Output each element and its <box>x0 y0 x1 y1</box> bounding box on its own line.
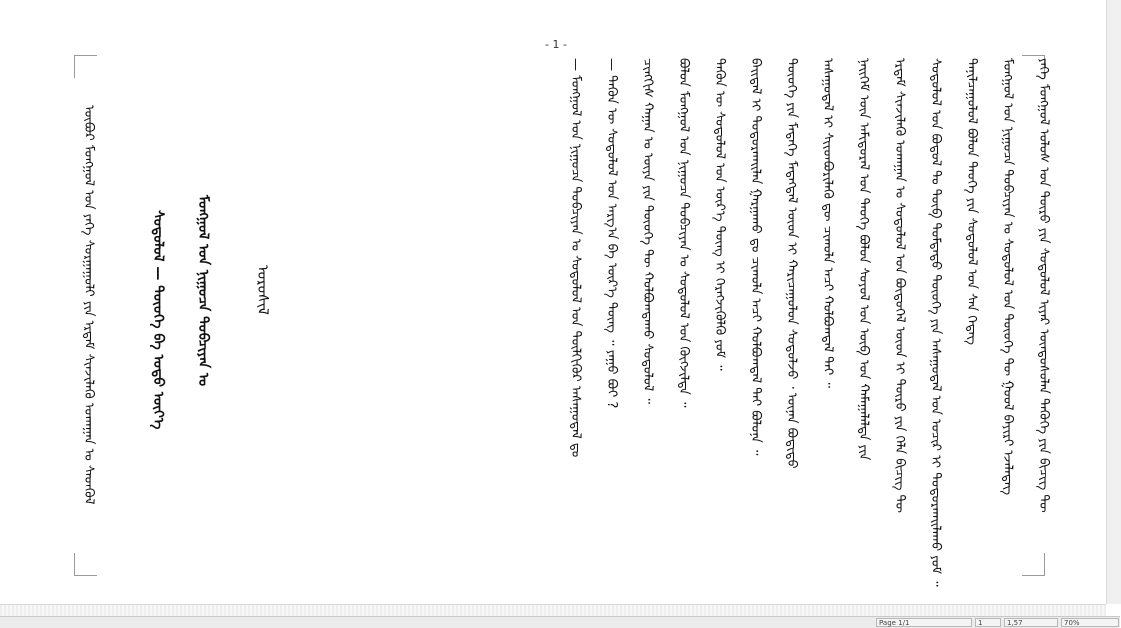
title-line-2: ᠰᠤᠳᠤᠯᠤᠯ — ᠲᠦᠦᠬᠡ ᠪᠠ ᠣᠳᠣ ᠦᠶ᠎ᠡ <box>150 210 166 430</box>
page-number: - 1 - <box>545 38 567 51</box>
text-column-5: ᠡᠷᠳᠡᠮ ᠰᠢᠨᠵᠢᠯᠡᠬᠦ ᠤᠬᠠᠭᠠᠨ ᠤ ᠰᠤᠳᠤᠯᠤᠯ ᠤᠨ ᠪᠦᠲᠦᠭᠡᠯ ᠦᠳ ᠢ ᠲᠥᠷᠦ ᠶᠢᠨ ᠬᠡᠯᠡ ᠪᠢᠴᠢᠭ ᠲᠦ <box>892 58 907 513</box>
text-column-8: ᠲᠦᠦᠬᠡ ᠶᠢᠨ ᠮᠡᠳᠡᠭᠡ ᠮᠡᠳᠡᠭᠳᠡᠯ ᠦᠳ ᠢ ᠬᠠᠷᠢᠴᠠᠭᠤᠯᠤᠨ ᠰᠤᠳᠤᠯᠵᠤ ᠂ ᠦᠨᠡᠨ ᠪᠣᠳᠢᠲᠤ <box>784 58 799 469</box>
text-column-1: ᠶᠡᠬᠡ ᠮᠣᠩᠭᠣᠯ ᠤᠯᠤᠰ ᠤᠨ ᠲᠥᠷᠦ ᠶᠢᠨ ᠰᠤᠳᠤᠯᠤᠯ ᠢᠶᠠᠷ ᠦᠨᠳᠦᠰᠦᠯᠡᠨ ᠲᠡᠭᠦᠬᠡ ᠶᠢᠨ ᠪᠢᠴᠢᠭ ᠲᠦ <box>1036 58 1051 513</box>
margin-marker-top-left <box>74 55 97 78</box>
text-column-6: ᠨᠡᠢᠭᠡᠮ ᠦᠨ ᠠᠮᠢᠳᠤᠷᠠᠯ ᠤᠨ ᠲᠡᠦᠬᠡ ᠪᠣᠯᠤᠨ ᠰᠣᠶᠣᠯ ᠤᠨ ᠥᠪ ᠤᠨ ᠬᠠᠮᠠᠭᠠᠯᠠᠯᠲᠠ ᠶᠢᠨ <box>856 58 871 461</box>
status-section: 1 <box>975 618 1001 627</box>
text-column-4: ᠰᠤᠳᠤᠯᠤᠯ ᠤᠨ ᠪᠣᠳᠤᠯ ᠲᠤ ᠲᠥᠪ ᠳᠤᠮᠳᠠᠳᠤ ᠲᠦᠦᠬᠡ ᠶᠢᠨ ᠠᠰᠠᠭᠤᠳᠠᠯ ᠤᠨ ᠤᠴᠢᠷ ᠢ ᠲᠣᠳᠤᠷᠬᠠᠢᠯᠠᠬᠤ ᠶᠤᠮ ᠃ <box>928 58 943 587</box>
text-column-11: ᠪᠣᠯᠣᠨ ᠮᠣᠩᠭᠣᠯ ᠤᠨ ᠨᠢᠭᠤᠴᠠ ᠲᠣᠪᠴᠢᠶᠠᠨ ᠤ ᠰᠤᠳᠤᠯᠤᠯ ᠤᠨ ᠬᠥᠭᠵᠢᠯᠲᠡ ᠃ <box>676 58 691 408</box>
status-position: 1,57 <box>1004 618 1058 627</box>
text-column-7: ᠠᠰᠠᠭᠤᠳᠠᠯ ᠢ ᠰᠢᠢᠳᠪᠦᠷᠢᠯᠡᠬᠦ ᠳᠦ ᠴᠢᠬᠤᠯᠠ ᠠᠴᠢ ᠬᠣᠯᠪᠣᠭᠳᠠᠯ ᠲᠠᠢ ᠃ <box>820 58 835 388</box>
status-page-info: Page 1/1 <box>876 618 972 627</box>
text-column-12: ᠴᠢᠩᠭᠢᠰ ᠬᠠᠭᠠᠨ ᠤ ᠦᠶᠡ ᠶᠢᠨ ᠲᠦᠦᠬᠡ ᠲᠦ ᠬᠣᠯᠪᠣᠭᠳᠠᠬᠤ ᠰᠤᠳᠤᠯᠤᠯ ᠃ <box>640 58 655 404</box>
title-line-1: ᠮᠣᠩᠭᠣᠯ ᠤᠨ ᠨᠢᠭᠤᠴᠠ ᠲᠣᠪᠴᠢᠶᠠᠨ ᠤ <box>195 195 211 387</box>
text-column-3: ᠲᠠᠨᠢᠯᠴᠠᠭᠤᠯᠤᠯ ᠪᠣᠯᠤᠨ ᠲᠡᠦᠬᠡ ᠶᠢᠨ ᠰᠤᠳᠤᠯᠤᠯ ᠤᠨ ᠰᠠᠨ ᠭᠡᠳᠡᠭ <box>964 58 979 345</box>
text-column-2: ᠮᠣᠩᠭᠣᠯ ᠤᠨ ᠨᠢᠭᠤᠴᠠ ᠲᠣᠪᠴᠢᠶᠠᠨ ᠤ ᠰᠤᠳᠤᠯᠤᠯ ᠤᠨ ᠲᠦᠦᠬᠡ ᠲᠦ ᠭᠣᠣᠯ ᠪᠠᠶᠢᠷᠢ ᠡᠵᠡᠯᠡᠳᠡᠭ <box>1000 58 1015 496</box>
vertical-scrollbar[interactable] <box>1106 0 1121 604</box>
status-zoom[interactable]: 70% <box>1061 618 1119 627</box>
text-column-13: — ᠲᠡᠭᠦᠨ ᠦ ᠰᠤᠳᠤᠯᠤᠯ ᠤᠨ ᠠᠷᠭ᠎ᠠ ᠪᠠ ᠦᠷ᠎ᠡ ᠳᠦᠩ ᠃ ᠶᠠᠭᠤ ᠪᠤᠢ ? <box>604 58 619 409</box>
author-affiliation: ᠦᠪᠦᠷ ᠮᠣᠩᠭᠣᠯ ᠤᠨ ᠶᠡᠬᠡ ᠰᠤᠷᠭᠠᠭᠤᠯᠢ ᠶᠢᠨ ᠡᠷᠳᠡᠮ ᠰᠢᠨᠵᠢᠯᠡᠬᠦ ᠤᠬᠠᠭᠠᠨ ᠤ ᠰᠡᠳᠬᠦᠯ <box>81 105 96 505</box>
text-column-10: ᠲᠡᠭᠦᠨ ᠦ ᠰᠤᠳᠤᠯᠤᠯ ᠤᠨ ᠦᠷ᠎ᠡ ᠳᠦᠩ ᠢ ᠬᠡᠷᠡᠭᠵᠢᠭᠦᠯᠬᠦ ᠶᠤᠮ ᠃ <box>712 58 727 371</box>
status-bar <box>0 616 1120 628</box>
text-column-9: ᠪᠠᠢᠳᠠᠯ ᠢ ᠲᠣᠳᠤᠷᠬᠠᠢᠯᠠᠨ ᠭᠠᠷᠭᠠᠬᠤ ᠳᠤ ᠴᠢᠬᠤᠯᠠ ᠠᠴᠢ ᠬᠣᠯᠪᠣᠭᠳᠠᠯ ᠲᠠᠢ ᠪᠣᠯᠤᠨᠠ ᠃ <box>748 58 763 456</box>
section-heading: ᠣᠷᠣᠰᠢᠯ <box>254 265 272 315</box>
text-column-14: — ᠮᠣᠩᠭᠣᠯ ᠤᠨ ᠨᠢᠭᠤᠴᠠ ᠲᠣᠪᠴᠢᠶᠠᠨ ᠤ ᠰᠤᠳᠤᠯᠤᠯ ᠤᠨ ᠲᠦᠯᠬᠢᠭᠦᠷ ᠠᠰᠠᠭᠤᠳᠠᠯ ᠳᠤ <box>568 58 583 458</box>
